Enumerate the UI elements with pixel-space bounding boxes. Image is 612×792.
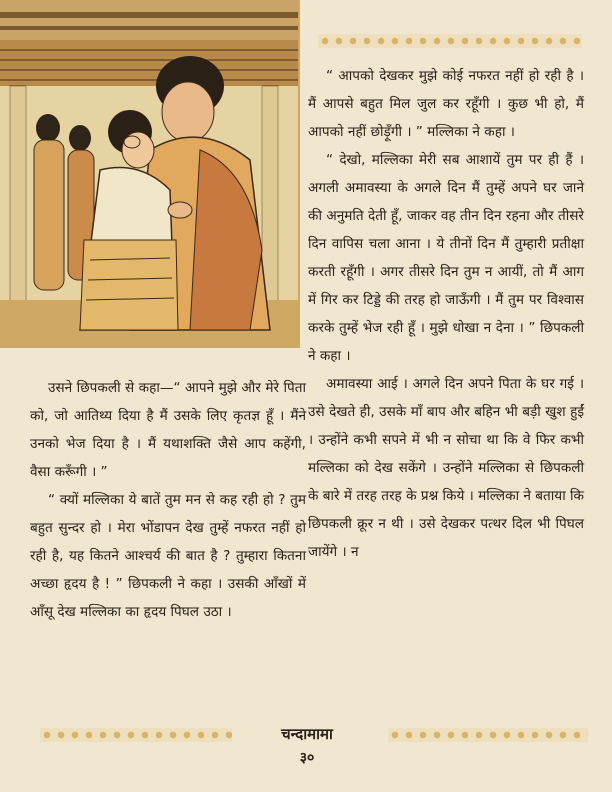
paragraph: अमावस्या आई । अगले दिन अपने पिता के घर गई । उसे देखते ही, उसके माँ बाप और बहिन भी बड़ी खुश हुईं । उन्होंने कभी सपने में भी न सोचा था कि वे फिर कभी मल्लिका को देख सकेंगे । उन्होंने मल्लिका से छिपकली के बारे में तरह तरह के प्रश्न किये । मल्लिका ने बताया कि छिपकली क्रूर न थी । उसे देखकर पत्थर दिल भी पिघल जायेंगे । न bbox=[308, 376, 584, 560]
decorative-border-bottom-left bbox=[40, 728, 232, 742]
illustration-drawing bbox=[0, 0, 298, 346]
story-illustration bbox=[0, 0, 300, 348]
right-text-column bbox=[308, 62, 584, 566]
decorative-border-bottom-right bbox=[388, 728, 588, 742]
decorative-border-top bbox=[318, 34, 582, 48]
left-text-column bbox=[30, 374, 306, 626]
paragraph: “ आपको देखकर मुझे कोई नफरत नहीं हो रही है । मैं आपसे बहुत मिल जुल कर रहूँगी । कुछ भी हो, मैं आपको नहीं छोड़ूँगी । ” मल्लिका ने कहा । bbox=[308, 68, 584, 140]
magazine-name: चन्दामामा bbox=[281, 725, 333, 743]
page-number: ३० bbox=[299, 750, 315, 766]
paragraph: उसने छिपकली से कहा—“ आपने मुझे और मेरे पिता को, जो आतिथ्य दिया है मैं उसके लिए कृतज्ञ हूँ । मैंने उनको भेज दिया है । मैं यथाशक्ति जैसे आप कहेंगी, वैसा करूँगी । ” bbox=[30, 380, 306, 480]
paragraph: “ देखो, मल्लिका मेरी सब आशायें तुम पर ही हैं । अगली अमावस्या के अगले दिन मैं तुम्हें अपने घर जाने की अनुमति देती हूँ, जाकर वह तीन दिन रहना और तीसरे दिन वापिस चला आना । ये तीनों दिन मैं तुम्हारी प्रतीक्षा करती रहूँगी । अगर तीसरे दिन तुम न आयीं, तो मैं आग में गिर कर टिड्डे की तरह हो जाऊँगी । मैं तुम पर विश्वास करके तुम्हें भेज रही हूँ । मुझे धोखा न देना । ” छिपकली ने कहा । bbox=[308, 152, 584, 364]
paragraph: “ क्यों मल्लिका ये बातें तुम मन से कह रही हो ? तुम बहुत सुन्दर हो । मेरा भोंडापन देख तुम्हें नफरत नहीं हो रही है, यह कितने आश्चर्य की बात है ? तुम्हारा कितना अच्छा हृदय है ! ” छिपकली ने कहा । उसकी आँखों में आँसू देख मल्लिका का हृदय पिघल उठा । bbox=[30, 492, 306, 620]
